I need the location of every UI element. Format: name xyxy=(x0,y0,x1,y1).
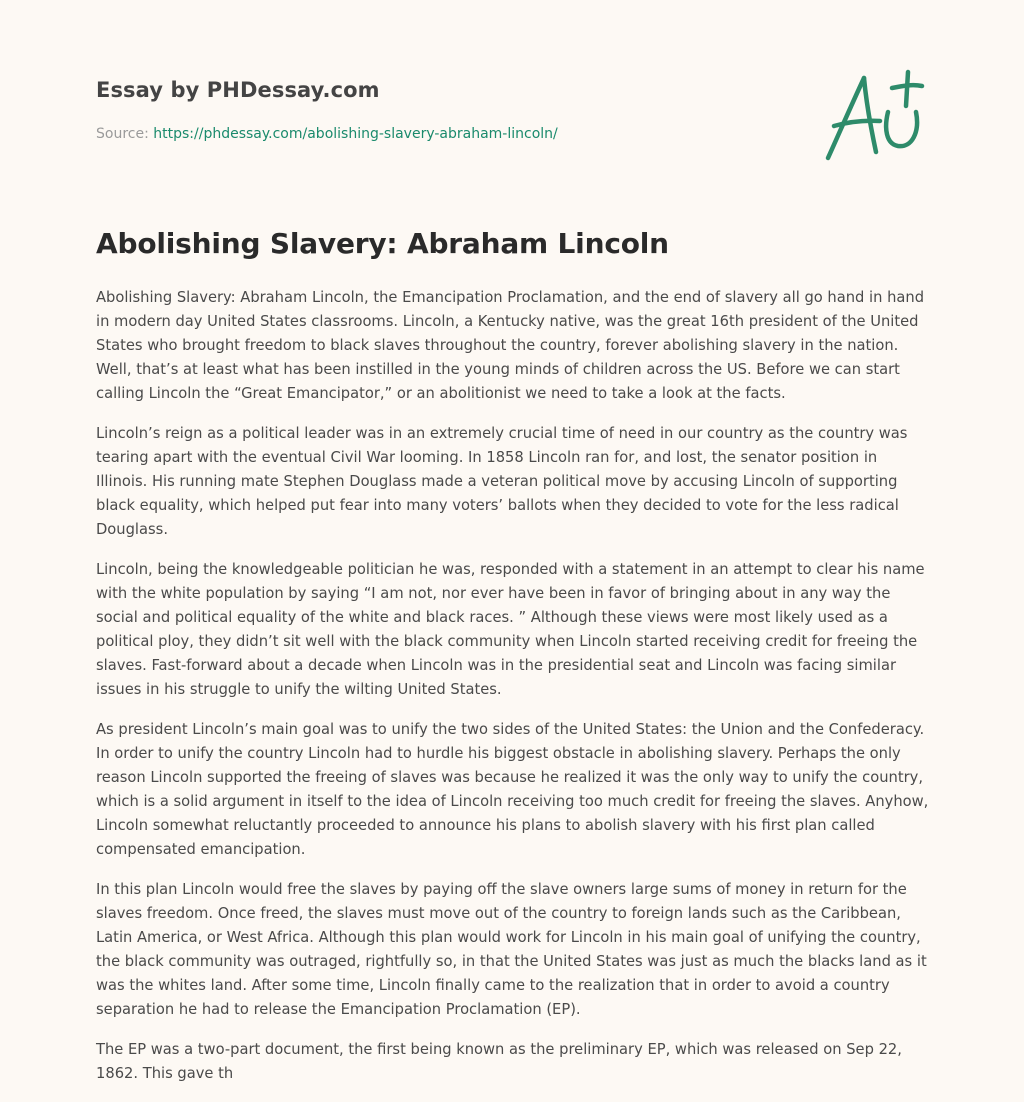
essay-paragraph: Lincoln, being the knowledgeable politician he was, responded with a statement in an attempt to clear his name with the white population by saying “I am not, nor ever have been in favor of bringing about in any way the social and political equality of the white and black races. ” Although these views were most likely used as a political ploy, they didn’t sit well with the black community when Lincoln started receiving credit for freeing the slaves. Fast-forward about a decade when Lincoln was in the presidential seat and Lincoln was facing similar issues in his struggle to unify the wilting United States. xyxy=(96,561,925,698)
source-line xyxy=(96,124,796,144)
essay-header xyxy=(96,76,796,144)
essay-body xyxy=(96,286,932,1102)
site-title: Essay by PHDessay.com xyxy=(96,78,380,102)
source-link[interactable]: https://phdessay.com/abolishing-slavery-abraham-lincoln/ xyxy=(153,126,558,142)
essay-paragraph: Abolishing Slavery: Abraham Lincoln, the Emancipation Proclamation, and the end of slavery all go hand in hand in modern day United States classrooms. Lincoln, a Kentucky native, was the great 16th president of the United States who brought freedom to black slaves throughout the country, forever abolishing slavery in the nation. Well, that’s at least what has been instilled in the young minds of children across the US. Before we can start calling Lincoln the “Great Emancipator,” or an abolitionist we need to take a look at the facts. xyxy=(96,289,925,402)
source-label: Source: xyxy=(96,126,149,142)
essay-paragraph: As president Lincoln’s main goal was to unify the two sides of the United States: the Union and the Confederacy. In order to unify the country Lincoln had to hurdle his biggest obstacle in abolishing slavery. Perhaps the only reason Lincoln supported the freeing of slaves was because he realized it was the only way to unify the country, which is a solid argument in itself to the idea of Lincoln receiving too much credit for freeing the slaves. Anyhow, Lincoln somewhat reluctantly proceeded to announce his plans to abolish slavery with his first plan called compensated emancipation. xyxy=(96,721,929,858)
a-plus-logo-svg xyxy=(820,66,930,166)
essay-title: Abolishing Slavery: Abraham Lincoln xyxy=(96,227,669,260)
essay-paragraph: In this plan Lincoln would free the slaves by paying off the slave owners large sums of money in return for the slaves freedom. Once freed, the slaves must move out of the country to foreign lands such as the Caribbean, Latin America, or West Africa. Although this plan would work for Lincoln in his main goal of unifying the country, the black community was outraged, rightfully so, in that the United States was just as much the blacks land as it was the whites land. After some time, Lincoln finally came to the realization that in order to avoid a country separation he had to release the Emancipation Proclamation (EP). xyxy=(96,881,927,1018)
essay-paragraph: Lincoln’s reign as a political leader was in an extremely crucial time of need in our country as the country was tearing apart with the eventual Civil War looming. In 1858 Lincoln ran for, and lost, the senator position in Illinois. His running mate Stephen Douglass made a veteran political move by accusing Lincoln of supporting black equality, which helped put fear into many voters’ ballots when they decided to vote for the less radical Douglass. xyxy=(96,425,908,538)
essay-paragraph: The EP was a two-part document, the first being known as the preliminary EP, which was released on Sep 22, 1862. This gave th xyxy=(96,1041,902,1082)
a-plus-grade-icon xyxy=(820,66,930,166)
